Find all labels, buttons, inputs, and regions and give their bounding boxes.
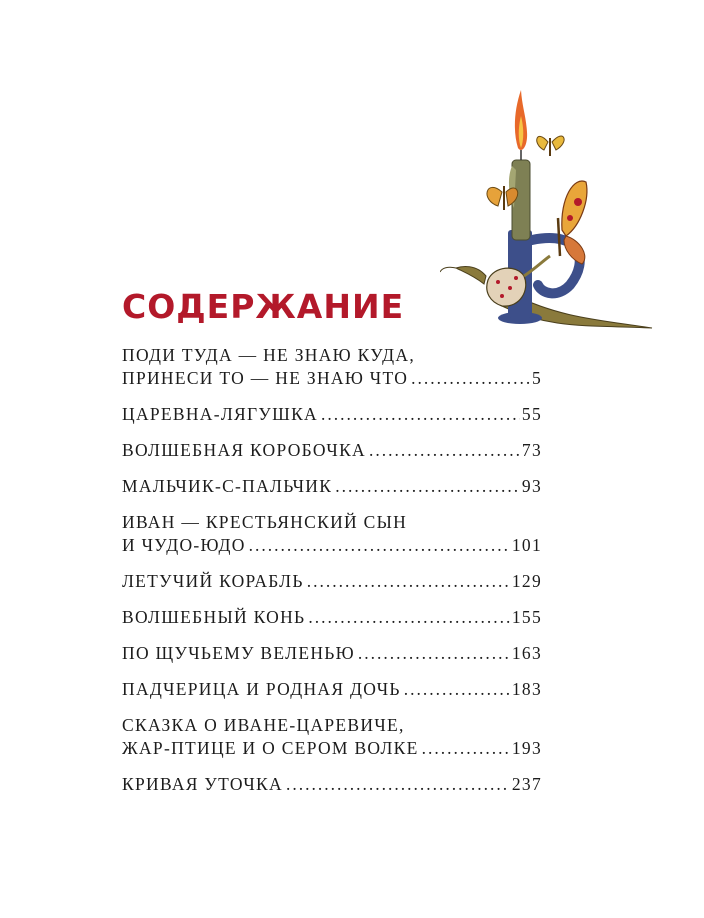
table-of-contents bbox=[122, 344, 542, 809]
toc-entry[interactable] bbox=[122, 678, 542, 701]
toc-page-number: 237 bbox=[511, 774, 542, 794]
toc-entry[interactable] bbox=[122, 439, 542, 462]
toc-page-number: 73 bbox=[521, 440, 542, 460]
toc-entry-title: МАЛЬЧИК-С-ПАЛЬЧИК bbox=[122, 476, 333, 496]
toc-entry[interactable] bbox=[122, 570, 542, 593]
toc-entry-title: ЛЕТУЧИЙ КОРАБЛЬ bbox=[122, 571, 304, 591]
toc-entry-title: КРИВАЯ УТОЧКА bbox=[122, 774, 283, 794]
toc-entry-title: ЖАР-ПТИЦЕ И О СЕРОМ ВОЛКЕ bbox=[122, 738, 419, 758]
toc-page-number: 5 bbox=[531, 368, 542, 388]
toc-leader-dots bbox=[369, 439, 520, 462]
toc-leader-dots bbox=[411, 367, 530, 390]
butterfly-small-icon bbox=[537, 136, 564, 156]
toc-leader-dots bbox=[422, 737, 510, 760]
toc-entry-title: ПОДИ ТУДА — НЕ ЗНАЮ КУДА, bbox=[122, 345, 415, 365]
toc-entry-title: ПАДЧЕРИЦА И РОДНАЯ ДОЧЬ bbox=[122, 679, 401, 699]
toc-entry-title: ПРИНЕСИ ТО — НЕ ЗНАЮ ЧТО bbox=[122, 368, 409, 388]
toc-entry[interactable] bbox=[122, 403, 542, 426]
toc-entry[interactable] bbox=[122, 475, 542, 498]
drop-cap-illustration bbox=[440, 80, 655, 335]
toc-page-number: 193 bbox=[511, 738, 542, 758]
toc-leader-dots bbox=[307, 570, 510, 593]
toc-entry-title: ВОЛШЕБНАЯ КОРОБОЧКА bbox=[122, 440, 366, 460]
toc-page-number: 55 bbox=[521, 404, 542, 424]
toc-leader-dots bbox=[308, 606, 509, 629]
toc-entry[interactable] bbox=[122, 511, 542, 557]
toc-leader-dots bbox=[335, 475, 520, 498]
toc-entry[interactable] bbox=[122, 606, 542, 629]
toc-entry-title: И ЧУДО-ЮДО bbox=[122, 535, 246, 555]
page-title: СОДЕРЖАНИЕ bbox=[122, 287, 405, 326]
toc-entry-title: ВОЛШЕБНЫЙ КОНЬ bbox=[122, 607, 306, 627]
lizard-icon bbox=[440, 256, 550, 306]
toc-entry[interactable] bbox=[122, 344, 542, 390]
toc-page-number: 163 bbox=[511, 643, 542, 663]
toc-page-number: 93 bbox=[521, 476, 542, 496]
toc-entry[interactable] bbox=[122, 714, 542, 760]
toc-entry-title: ПО ЩУЧЬЕМУ ВЕЛЕНЬЮ bbox=[122, 643, 355, 663]
toc-page-number: 183 bbox=[511, 679, 542, 699]
toc-entry[interactable] bbox=[122, 642, 542, 665]
toc-page-number: 155 bbox=[511, 607, 542, 627]
toc-leader-dots bbox=[358, 642, 510, 665]
toc-entry[interactable] bbox=[122, 773, 542, 796]
butterfly-large-icon bbox=[558, 181, 587, 264]
toc-entry-title: СКАЗКА О ИВАНЕ-ЦАРЕВИЧЕ, bbox=[122, 715, 405, 735]
toc-page-number: 101 bbox=[511, 535, 542, 555]
toc-page-number: 129 bbox=[511, 571, 542, 591]
toc-leader-dots bbox=[286, 773, 510, 796]
toc-entry-title: ИВАН — КРЕСТЬЯНСКИЙ СЫН bbox=[122, 512, 408, 532]
toc-leader-dots bbox=[249, 534, 510, 557]
toc-leader-dots bbox=[321, 403, 520, 426]
toc-entry-title: ЦАРЕВНА-ЛЯГУШКА bbox=[122, 404, 318, 424]
toc-leader-dots bbox=[404, 678, 510, 701]
